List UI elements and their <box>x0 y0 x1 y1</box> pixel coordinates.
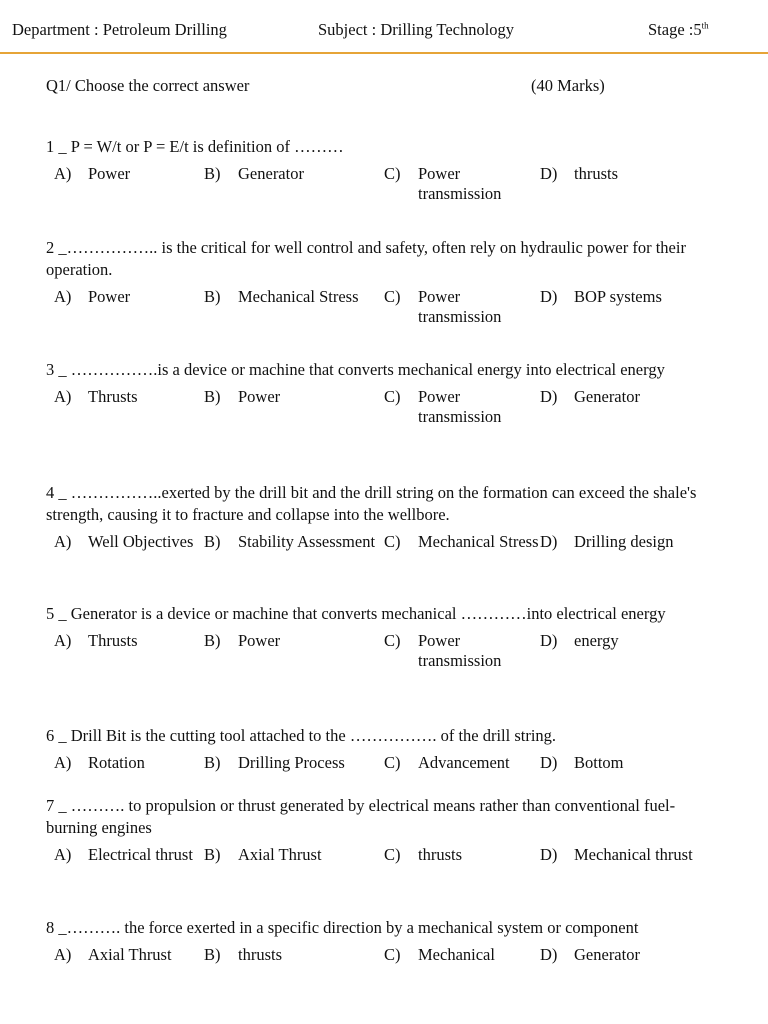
option-text: Electrical thrust <box>88 845 193 864</box>
option-letter: D) <box>540 287 558 306</box>
option-letter: C) <box>384 845 401 864</box>
option-text: Mechanical Stress <box>418 532 539 551</box>
options-row <box>46 287 726 331</box>
option-text: Drilling Process <box>238 753 345 772</box>
option-letter: C) <box>384 164 401 183</box>
option-text: Power transmission <box>418 387 502 426</box>
option-text: Power <box>88 287 131 306</box>
page-header <box>0 0 768 54</box>
option-text: Mechanical Stress <box>238 287 359 306</box>
section-marks: (40 Marks) <box>531 76 605 95</box>
stage-text: Stage :5 <box>648 20 702 39</box>
option-letter: C) <box>384 387 401 406</box>
option-letter: D) <box>540 753 558 772</box>
option-letter: B) <box>204 532 221 551</box>
option-letter: A) <box>54 164 72 183</box>
option-text: Rotation <box>88 753 145 772</box>
options-row <box>46 387 726 431</box>
option-letter: A) <box>54 532 72 551</box>
option-text: Generator <box>238 164 304 183</box>
option-text: Advancement <box>418 753 510 772</box>
option-letter: C) <box>384 532 401 551</box>
option-letter: C) <box>384 945 401 964</box>
option-letter: D) <box>540 845 558 864</box>
option-letter: A) <box>54 287 72 306</box>
option-text: thrusts <box>418 845 463 864</box>
option-letter: A) <box>54 753 72 772</box>
question-7 <box>46 795 726 889</box>
option-text: Power <box>238 387 281 406</box>
question-text: 1 _ P = W/t or P = E/t is definition of ……… <box>46 137 344 156</box>
option-letter: B) <box>204 753 221 772</box>
option-text: Thrusts <box>88 631 138 650</box>
options-row <box>46 164 726 208</box>
options-row <box>46 532 726 576</box>
option-letter: D) <box>540 945 558 964</box>
option-text: Drilling design <box>574 532 674 551</box>
option-letter: A) <box>54 945 72 964</box>
question-5 <box>46 603 726 675</box>
question-text: 6 _ Drill Bit is the cutting tool attached to the ……………. of the drill string. <box>46 726 557 745</box>
question-2 <box>46 237 726 331</box>
question-6 <box>46 725 726 775</box>
option-text: Well Objectives <box>88 532 194 551</box>
option-text: energy <box>574 631 619 650</box>
option-letter: D) <box>540 532 558 551</box>
option-letter: D) <box>540 387 558 406</box>
option-letter: C) <box>384 287 401 306</box>
question-4 <box>46 482 726 576</box>
option-letter: B) <box>204 631 221 650</box>
option-text: Bottom <box>574 753 624 772</box>
option-letter: D) <box>540 631 558 650</box>
question-text: 3 _ …………….is a device or machine that converts mechanical energy into electrical energy <box>46 360 665 379</box>
section-heading <box>46 76 726 96</box>
option-letter: D) <box>540 164 558 183</box>
options-row <box>46 945 726 967</box>
options-row <box>46 845 726 889</box>
question-3 <box>46 359 726 431</box>
question-8 <box>46 917 726 967</box>
option-text: BOP systems <box>574 287 662 306</box>
option-text: thrusts <box>574 164 619 183</box>
option-text: Thrusts <box>88 387 138 406</box>
option-letter: B) <box>204 387 221 406</box>
option-letter: B) <box>204 164 221 183</box>
subject-label: Subject : Drilling Technology <box>318 20 515 39</box>
question-text: 2 _…………….. is the critical for well control and safety, often rely on hydraulic power for their operation. <box>46 238 686 279</box>
option-letter: B) <box>204 845 221 864</box>
option-letter: A) <box>54 631 72 650</box>
department-label: Department : Petroleum Drilling <box>12 20 227 39</box>
option-letter: C) <box>384 631 401 650</box>
option-letter: B) <box>204 945 221 964</box>
option-letter: A) <box>54 845 72 864</box>
option-text: Generator <box>574 945 640 964</box>
question-text: 4 _ ……………..exerted by the drill bit and the drill string on the formation can exceed the shale's strength, causing it to fracture and collapse into the wellbore. <box>46 483 697 524</box>
option-text: Axial Thrust <box>238 845 322 864</box>
options-row <box>46 753 726 775</box>
question-1 <box>46 136 726 208</box>
option-text: Power <box>238 631 281 650</box>
option-text: Power <box>88 164 131 183</box>
question-text: 5 _ Generator is a device or machine that converts mechanical …………into electrical energy <box>46 604 666 623</box>
option-letter: B) <box>204 287 221 306</box>
option-text: Generator <box>574 387 640 406</box>
option-text: Axial Thrust <box>88 945 172 964</box>
option-text: Power transmission <box>418 631 502 670</box>
option-text: Mechanical <box>418 945 495 964</box>
header-divider <box>0 52 768 54</box>
option-letter: A) <box>54 387 72 406</box>
stage-label <box>648 20 709 40</box>
option-letter: C) <box>384 753 401 772</box>
option-text: Mechanical thrust <box>574 845 693 864</box>
question-text: 7 _ ………. to propulsion or thrust generated by electrical means rather than conventional fuel-burning engines <box>46 796 676 837</box>
option-text: Power transmission <box>418 287 502 326</box>
options-row <box>46 631 726 675</box>
stage-superscript: th <box>701 20 709 31</box>
question-text: 8 _………. the force exerted in a specific direction by a mechanical system or component <box>46 918 639 937</box>
option-text: Power transmission <box>418 164 502 203</box>
option-text: thrusts <box>238 945 283 964</box>
option-text: Stability Assessment <box>238 532 376 551</box>
section-title: Q1/ Choose the correct answer <box>46 76 250 95</box>
